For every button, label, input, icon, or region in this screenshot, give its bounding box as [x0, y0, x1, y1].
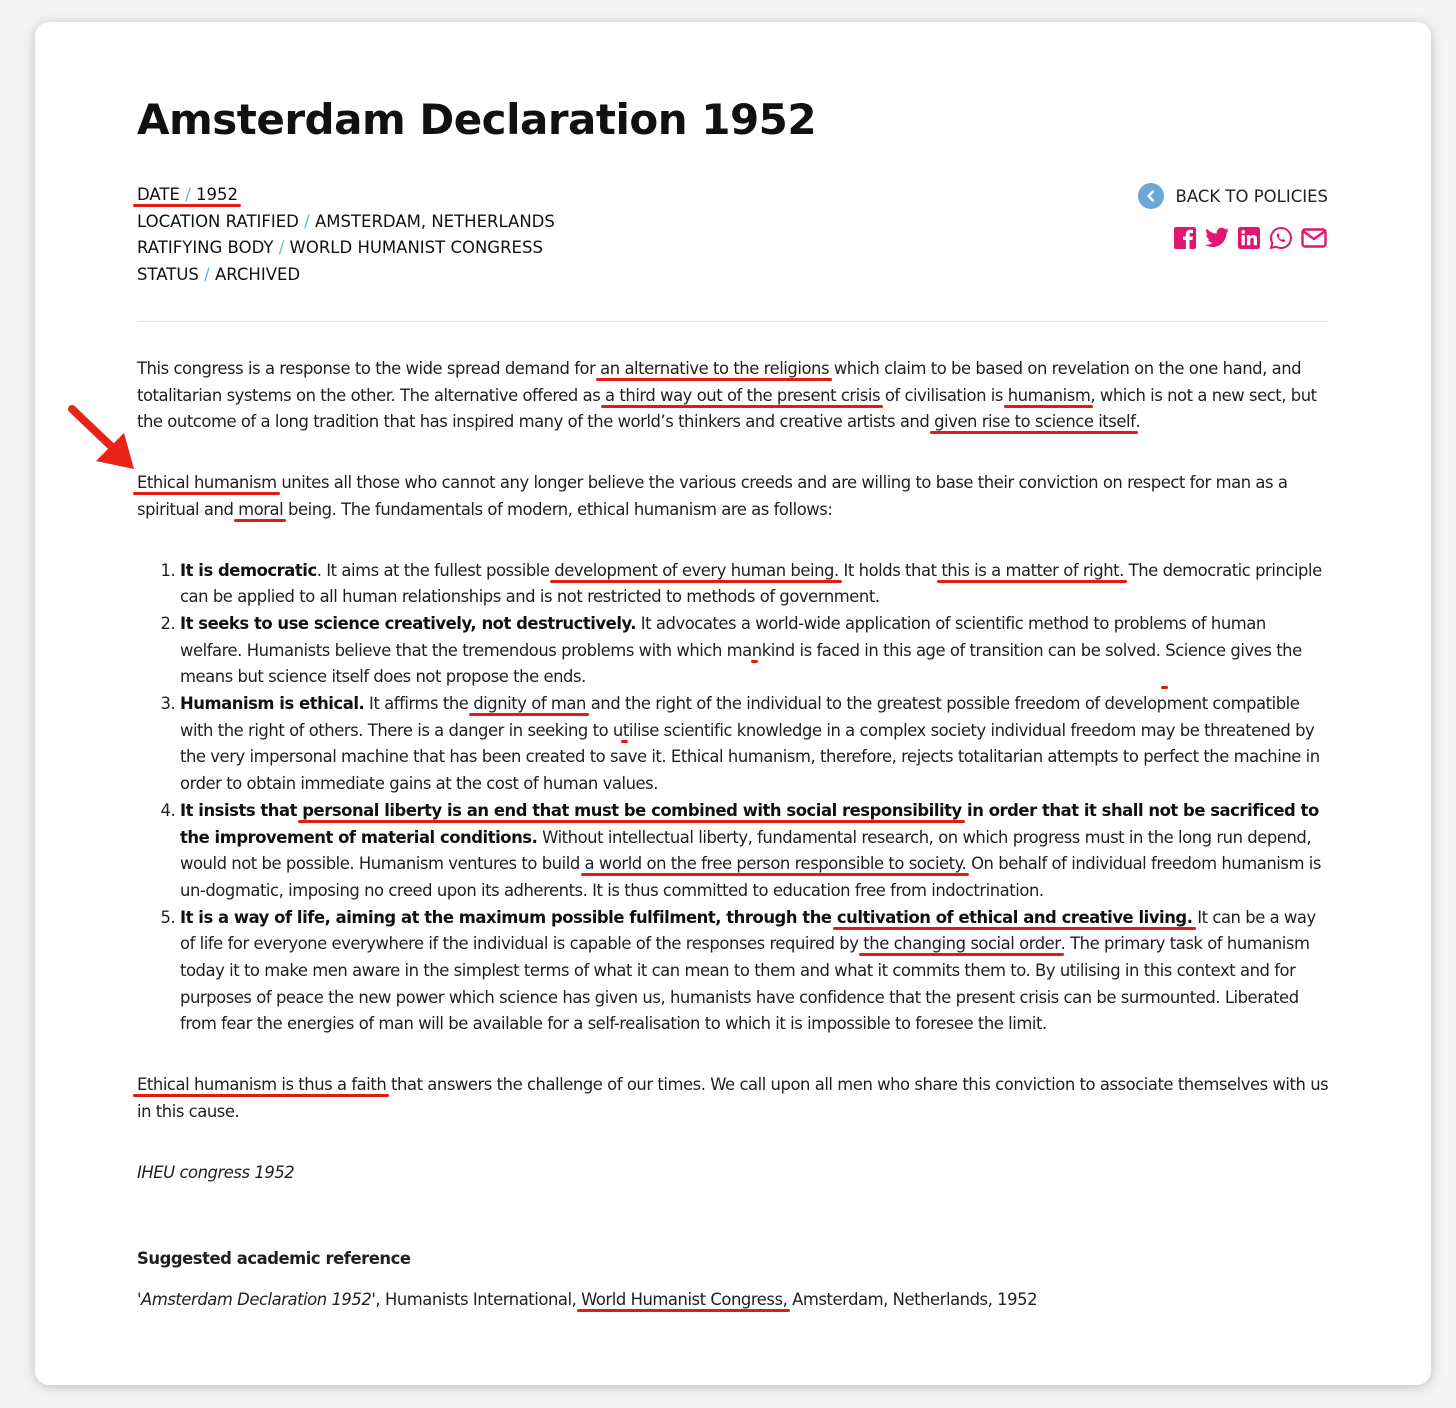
divider [137, 321, 1328, 322]
underlined-phrase: given rise to science itself [934, 412, 1136, 432]
list-item: 4. It insists that personal liberty is an end that must be combined with social responsibility in order that it shall not be sacrificed to the improvement of material conditions. Without intellectual liberty, fundamental research, on which progress must in the long run depend, would not be possible. Humanism ventures to build a world on the free person responsible to society. On behalf of individual freedom humanism is un-dogmatic, imposing no creed upon its adherents. It is thus committed to education free from indoctrination. [180, 798, 1330, 905]
page-title: Amsterdam Declaration 1952 [137, 95, 817, 144]
underlined-phrase: an alternative to the religions [600, 359, 830, 378]
underlined-phrase: personal liberty is an end that must be combined with social responsibility [302, 800, 962, 820]
whatsapp-icon[interactable] [1268, 225, 1294, 251]
closing-paragraph: Ethical humanism is thus a faith that answers the challenge of our times. We call upon all men who share this conviction to associate themselves with us in this cause. [137, 1075, 1329, 1121]
meta-label: RATIFYING BODY [137, 238, 274, 258]
meta-value: AMSTERDAM, NETHERLANDS [314, 211, 555, 231]
back-to-policies-link[interactable] [1138, 183, 1329, 209]
meta-separator: / [278, 238, 285, 258]
meta-separator: / [185, 185, 191, 204]
underlined-phrase: dignity of man [473, 694, 586, 714]
declaration-body [137, 356, 1330, 1314]
meta-row-body [137, 235, 555, 262]
meta-value: 1952 [196, 185, 238, 204]
policy-actions [1138, 183, 1329, 251]
list-item: 3. Humanism is ethical. It affirms the dignity of man and the right of the individual to the greatest possible freedom of development compatible with the right of others. There is a danger in seeking to utilise scientific knowledge in a complex society individual freedom may be threatened by the very impersonal machine that has been created to save it. Ethical humanism, therefore, rejects totalitarian attempts to perfect the machine in order to obtain immediate gains at the cost of human values. [180, 691, 1330, 798]
underlined-phrase: a world on the free person responsible to society. [584, 854, 967, 874]
list-item: 5. It is a way of life, aiming at the maximum possible fulfilment, through the cultivation of ethical and creative living. It can be a way of life for everyone everywhere if the individual is capable of the responses required by the changing social order. The primary task of humanism today it to make men aware in the simplest terms of what it can mean to them and what it commits them to. By utilising in this context and for purposes of peace the new power which science has given us, humanists have confidence that the present crisis can be surmounted. Liberated from fear the energies of man will be available for a self-realisation to which it is impossible to foresee the limit. [180, 905, 1330, 1039]
meta-value: ARCHIVED [214, 265, 301, 285]
underlined-phrase: development of every human being. [554, 560, 839, 580]
underlined-phrase: Science gives the means but science itself does not propose the ends [180, 640, 1302, 687]
facebook-icon[interactable] [1172, 225, 1198, 251]
share-bar [1138, 225, 1329, 251]
underlined-phrase: World Humanist Congress, [581, 1289, 788, 1309]
underlined-phrase: humanism [1007, 385, 1091, 405]
meta-value: WORLD HUMANIST CONGRESS [289, 238, 543, 258]
meta-label: LOCATION RATIFIED [137, 211, 299, 231]
red-arrow-annotation [66, 403, 138, 471]
intro-paragraph: This congress is a response to the wide spread demand for an alternative to the religions which claim to be based on revelation on the one hand, and totalitarian systems on the other. The alternative offered as a third way out of the present crisis of civilisation is humanism, which is not a new sect, but the outcome of a long tradition that has inspired many of the world’s thinkers and creative artists and given rise to science itself. [137, 359, 1317, 432]
academic-reference: 'Amsterdam Declaration 1952', Humanists International, World Humanist Congress, Amsterdam, Netherlands, 1952 [137, 1289, 1038, 1309]
underlined-phrase: moral [238, 499, 284, 519]
underlined-phrase: this is a matter of right. [941, 560, 1124, 580]
reference-heading: Suggested academic reference [137, 1249, 411, 1269]
underlined-phrase: world-wide application of scientific method to problems of human welfare [180, 613, 1266, 660]
underlined-phrase: a third way out of the present crisis [605, 385, 881, 405]
meta-row-status [137, 262, 555, 289]
meta-separator: / [204, 265, 210, 285]
reference-title: 'Amsterdam Declaration 1952' [137, 1289, 376, 1309]
email-icon[interactable] [1300, 225, 1328, 251]
policy-meta [137, 182, 555, 289]
ethical-humanism-paragraph: Ethical humanism unites all those who cannot any longer believe the various creeds and are willing to base their conviction on respect for man as a spiritual and moral being. The fundamentals of modern, ethical humanism are as follows: [137, 473, 1288, 519]
linkedin-icon[interactable] [1236, 225, 1262, 251]
twitter-icon[interactable] [1204, 225, 1230, 251]
meta-row-date [137, 182, 555, 209]
meta-label: DATE [137, 185, 180, 204]
meta-label: STATUS [137, 265, 199, 285]
signature: IHEU congress 1952 [137, 1162, 295, 1182]
underlined-phrase: the right of the individual to the greatest possible freedom of development compatible with the right of others. [180, 694, 1300, 740]
underlined-phrase: Ethical humanism [137, 473, 277, 493]
underlined-phrase: the changing social order [863, 934, 1061, 954]
fundamentals-list [137, 558, 1330, 1039]
list-item: 1. It is democratic. It aims at the fullest possible development of every human being. It holds that this is a matter of right. The democratic principle can be applied to all human relationships and is not restricted to methods of government. [180, 558, 1330, 611]
chevron-left-circle-icon [1138, 183, 1164, 209]
meta-separator: / [304, 211, 310, 231]
back-label: BACK TO POLICIES [1175, 186, 1328, 206]
underlined-phrase: cultivation of ethical and creative living. [836, 907, 1193, 927]
underlined-phrase: Ethical humanism is thus a faith [137, 1075, 387, 1095]
meta-row-location [137, 209, 555, 236]
list-item: 2. It seeks to use science creatively, not destructively. It advocates a world-wide application of scientific method to problems of human welfare. Humanists believe that the tremendous problems with which mankind is faced in this age of transition can be solved. Science gives the means but science itself does not propose the ends. [180, 611, 1330, 691]
